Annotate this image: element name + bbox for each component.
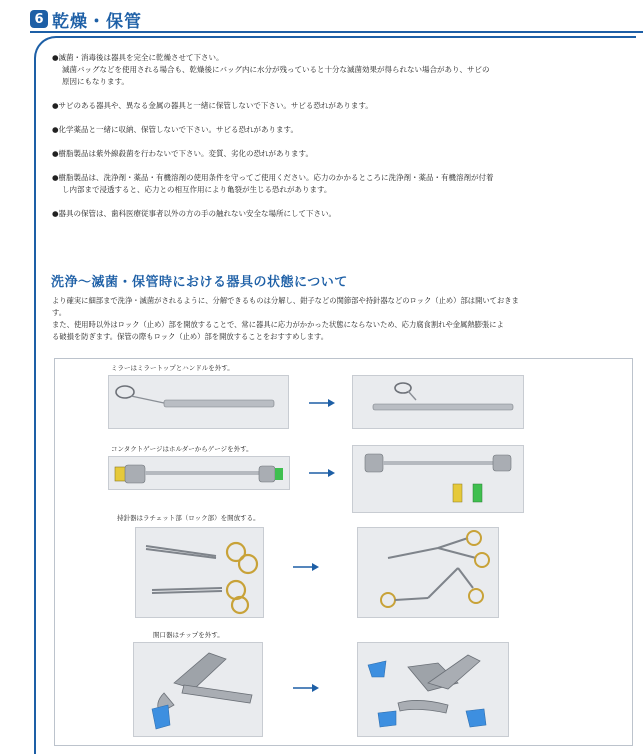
precaution-line: 原因にもなります。 — [62, 77, 129, 86]
mouth-gag-disassembled-photo — [357, 642, 509, 737]
example-caption: 開口器はチップを外す。 — [153, 631, 224, 639]
precaution-item — [52, 124, 632, 136]
section-header — [30, 8, 142, 30]
page-title: 乾燥・保管 — [52, 11, 142, 32]
paragraph-line: る破損を防ぎます。保管の際もロック（止め）部を開放することをおすすめします。 — [52, 332, 329, 341]
mouth-gag-assembled-photo — [133, 642, 263, 737]
subsection-title: 洗浄～滅菌・保管時における器具の状態について — [51, 275, 348, 290]
precaution-list — [52, 52, 632, 232]
mirror-assembled-photo — [108, 375, 289, 429]
header-rule — [30, 31, 643, 33]
precaution-line: ●化学薬品と一緒に収納、保管しないで下さい。サビる恐れがあります。 — [52, 125, 298, 134]
contact-gauge-disassembled-photo — [352, 445, 524, 513]
arrow-right-icon — [293, 563, 319, 571]
precaution-item — [52, 100, 632, 112]
mirror-disassembled-photo — [352, 375, 524, 429]
example-caption: 持針器はラチェット部（ロック部）を開放する。 — [117, 514, 260, 522]
subsection-paragraph — [52, 295, 636, 343]
needle-holder-locked-photo — [135, 527, 264, 618]
arrow-right-icon — [309, 399, 335, 407]
precaution-line: 滅菌バッグなどを使用される場合も、乾燥後にバッグ内に水分が残っていると十分な滅菌効果が得られない場合があり、サビの — [62, 65, 490, 74]
precaution-line: ●器具の保管は、歯科医療従事者以外の方の手の触れない安全な場所にして下さい。 — [52, 209, 337, 218]
paragraph-line: す。 — [52, 308, 67, 317]
paragraph-line: より確実に細部まで洗浄・滅菌がされるように、分解できるものは分解し、鉗子などの関節部や持針器などのロック（止め）部は開いておきま — [52, 296, 519, 305]
disassembly-examples-panel — [54, 358, 633, 746]
precaution-line: ●樹脂製品は、洗浄剤・薬品・有機溶剤の使用条件を守ってご使用ください。応力のかかるところに洗浄剤・薬品・有機溶剤が付着 — [52, 173, 494, 182]
example-caption: コンタクトゲージはホルダーからゲージを外す。 — [111, 445, 253, 453]
contact-gauge-assembled-photo — [108, 456, 290, 490]
precaution-item — [52, 172, 632, 196]
precaution-item — [52, 52, 632, 88]
precaution-line: ●樹脂製品は紫外線殺菌を行わないで下さい。変質、劣化の恐れがあります。 — [52, 149, 313, 158]
needle-holder-open-photo — [357, 527, 499, 618]
paragraph-line: また、使用時以外はロック（止め）部を開放することで、常に器具に応力がかかった状態にならないため、応力腐食割れや金属熱膨張によ — [52, 320, 504, 329]
precaution-line: ●滅菌・消毒後は器具を完全に乾燥させて下さい。 — [52, 53, 224, 62]
precaution-line: ●サビのある器具や、異なる金属の器具と一緒に保管しないで下さい。サビる恐れがあります。 — [52, 101, 373, 110]
example-caption: ミラーはミラートップとハンドルを外す。 — [111, 364, 234, 372]
arrow-right-icon — [293, 684, 319, 692]
section-number-badge: 6 — [30, 10, 48, 28]
precaution-item — [52, 148, 632, 160]
precaution-line: し内部まで浸透すると、応力との相互作用により亀裂が生じる恐れがあります。 — [62, 185, 332, 194]
arrow-right-icon — [309, 469, 335, 477]
precaution-item — [52, 208, 632, 220]
